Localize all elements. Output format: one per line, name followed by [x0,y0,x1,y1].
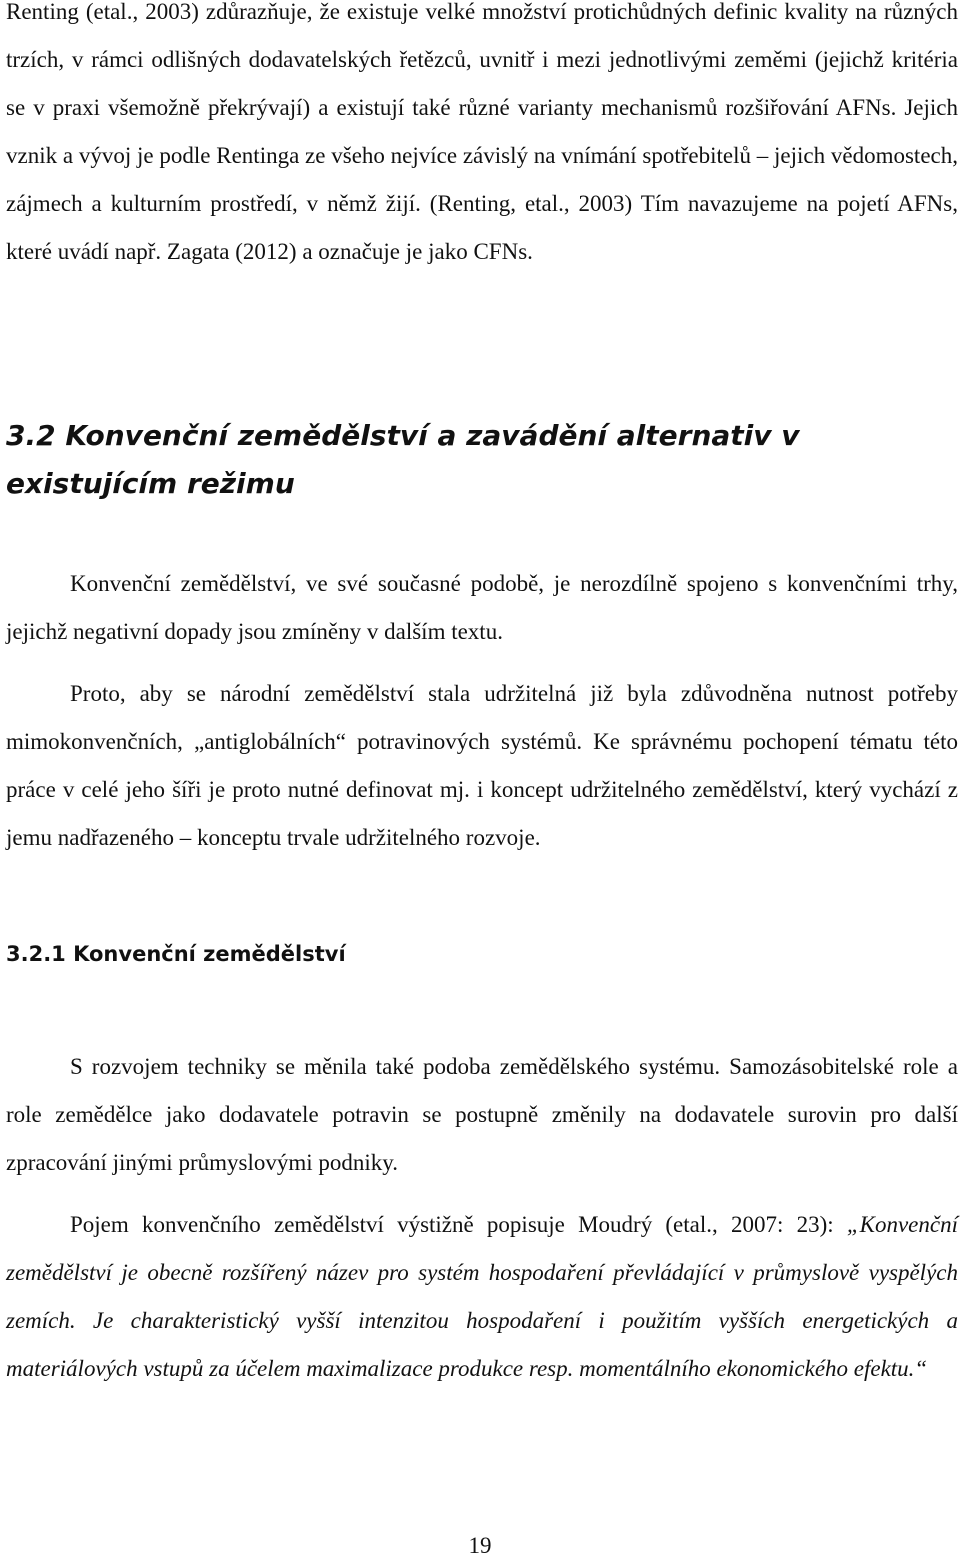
definition-quote: „Konvenční zemědělství je obecně rozšířený název pro systém hospodaření převládající v průmyslově vyspělých zemích. Je charakteristický vyšší intenzitou hospodaření i použitím vyšších energetických a materiálových vstupů za účelem maximalizace produkce resp. momentálního ekonomického efektu.“ [6,1212,958,1381]
section-heading-3-2: 3.2 Konvenční zemědělství a zavádění alternativ v existujícím režimu [6,419,800,500]
paragraph-technology-development: S rozvojem techniky se měnila také podoba zemědělského systému. Samozásobitelské role a role zemědělce jako dodavatele potravin se postupně změnily na dodavatele surovin pro další zpracování jinými průmyslovými podniky. [6,1054,958,1175]
page-number: 19 [468,1533,492,1558]
paragraph-sustainable-agriculture: Proto, aby se národní zemědělství stala udržitelná již byla zdůvodněna nutnost potřeby mimokonvenčních, „antiglobálních“ potravinových systémů. Ke správnému pochopení tématu této práce v celé jeho šíři je proto nutné definovat mj. i koncept udržitelného zemědělství, který vychází z jemu nadřazeného – konceptu trvale udržitelného rozvoje. [6,681,958,850]
subsection-heading-3-2-1: 3.2.1 Konvenční zemědělství [6,942,346,966]
paragraph-afns-definitions: Renting (etal., 2003) zdůrazňuje, že existuje velké množství protichůdných definic kvality na různých trzích, v rámci odlišných dodavatelských řetězců, uvnitř i mezi jednotlivými zeměmi (jejichž kritéria se v praxi všemožně překrývají) a existují také různé varianty mechanismů rozšiřování AFNs. Jejich vznik a vývoj je podle Rentinga ze všeho nejvíce závislý na vnímání spotřebitelů – jejich vědomostech, zájmech a kulturním prostředí, v němž žijí. (Renting, etal., 2003) Tím navazujeme na pojetí AFNs, které uvádí např. Zagata (2012) a označuje je jako CFNs. [6,0,958,264]
paragraph-moudry-definition [6,1201,958,1393]
paragraph-conventional-markets: Konvenční zemědělství, ve své současné podobě, je nerozdílně spojeno s konvenčními trhy, jejichž negativní dopady jsou zmíněny v dalším textu. [6,571,958,644]
definition-intro-text: Pojem konvenčního zemědělství výstižně popisuje Moudrý (etal., 2007: 23): [70,1212,847,1237]
